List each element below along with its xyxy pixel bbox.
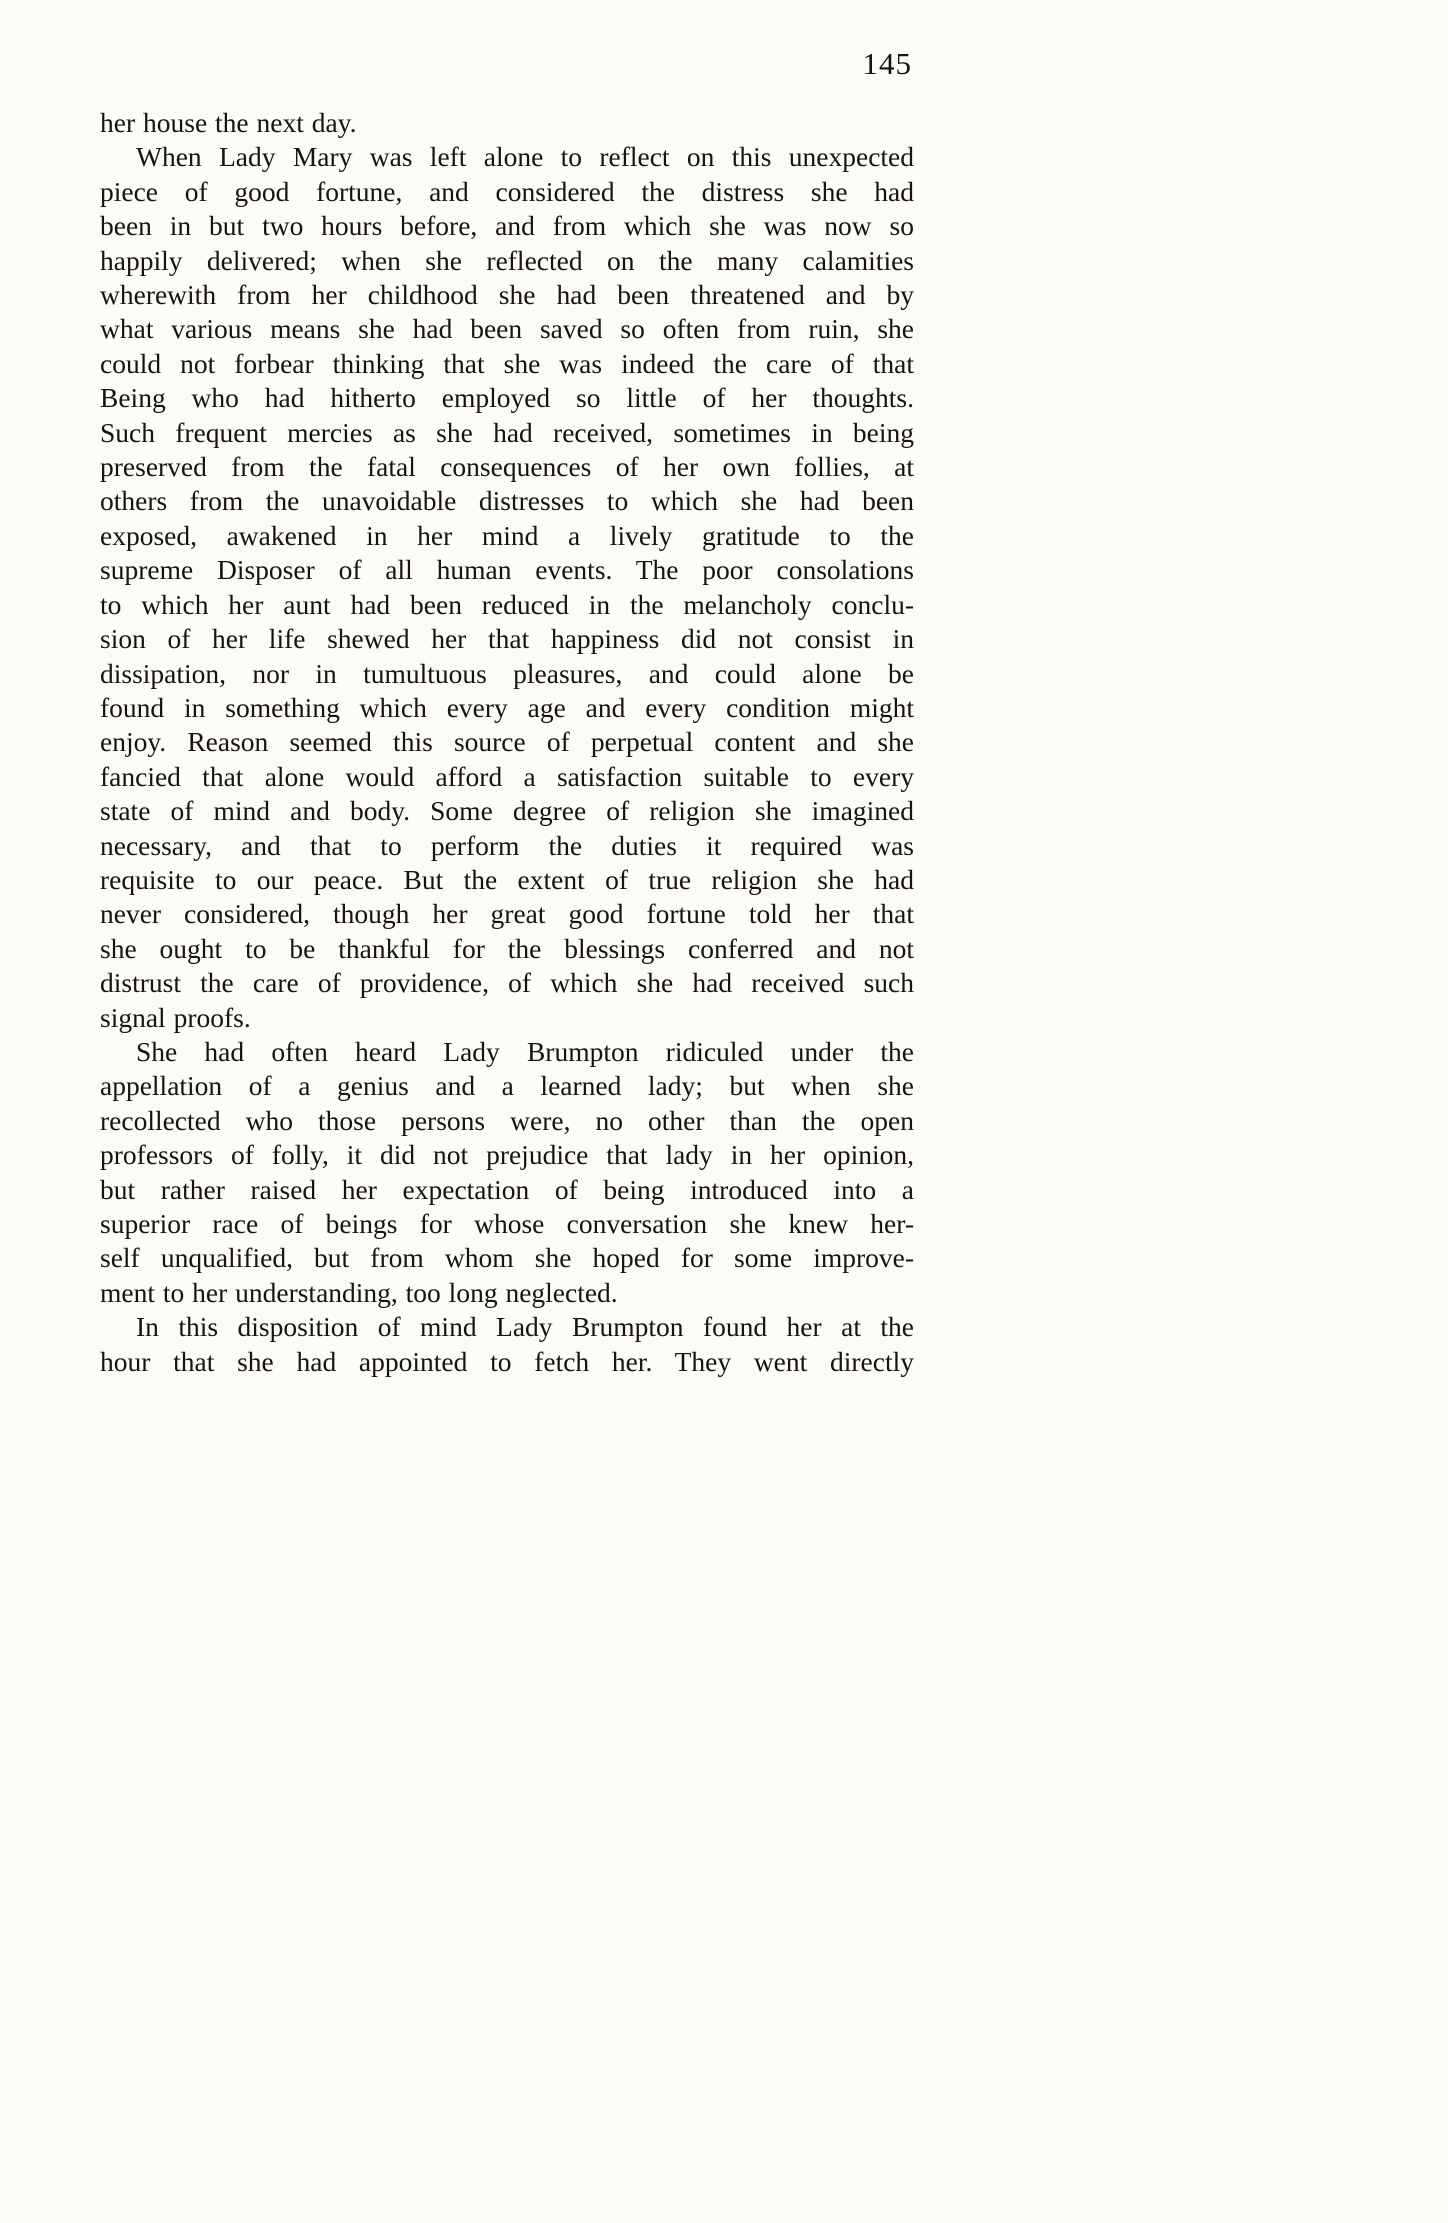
text-line: could not forbear thinking that she was indeed the care of that bbox=[100, 347, 914, 379]
text-line: her house the next day. bbox=[100, 107, 357, 138]
paragraph bbox=[100, 1310, 914, 1379]
text-line: piece of good fortune, and considered the distress she had bbox=[100, 175, 914, 207]
text-line: what various means she had been saved so often from ruin, she bbox=[100, 313, 914, 345]
text-line: appellation of a genius and a learned lady; but when she bbox=[100, 1070, 914, 1102]
text-line: In this disposition of mind Lady Brumpton found her at the bbox=[136, 1311, 914, 1343]
text-line: necessary, and that to perform the duties it required was bbox=[100, 829, 914, 861]
text-line: exposed, awakened in her mind a lively gratitude to the bbox=[100, 519, 914, 551]
text-line: to which her aunt had been reduced in the melancholy conclu- bbox=[100, 588, 914, 620]
paragraph bbox=[100, 140, 914, 1035]
paragraph bbox=[100, 106, 914, 140]
text-line: happily delivered; when she reflected on the many calamities bbox=[100, 244, 914, 276]
text-line: ment to her understanding, too long neglected. bbox=[100, 1276, 618, 1308]
text-block bbox=[100, 106, 914, 1379]
text-line: She had often heard Lady Brumpton ridiculed under the bbox=[136, 1035, 914, 1067]
text-line: enjoy. Reason seemed this source of perpetual content and she bbox=[100, 726, 914, 758]
text-line: Being who had hitherto employed so little of her thoughts. bbox=[100, 382, 914, 414]
text-line: sion of her life shewed her that happiness did not consist in bbox=[100, 623, 914, 655]
text-line: signal proofs. bbox=[100, 1001, 251, 1033]
text-line: When Lady Mary was left alone to reflect on this unexpected bbox=[136, 141, 914, 173]
text-line: state of mind and body. Some degree of religion she imagined bbox=[100, 795, 914, 827]
text-line: Such frequent mercies as she had received, sometimes in being bbox=[100, 416, 914, 448]
text-line: she ought to be thankful for the blessings conferred and not bbox=[100, 932, 914, 964]
text-line: hour that she had appointed to fetch her. They went directly bbox=[100, 1345, 914, 1377]
text-line: fancied that alone would afford a satisfaction suitable to every bbox=[100, 760, 914, 792]
text-line: self unqualified, but from whom she hoped for some improve- bbox=[100, 1242, 914, 1274]
text-line: never considered, though her great good fortune told her that bbox=[100, 898, 914, 930]
text-line: been in but two hours before, and from which she was now so bbox=[100, 210, 914, 242]
text-line: distrust the care of providence, of which she had received such bbox=[100, 967, 914, 999]
text-line: but rather raised her expectation of being introduced into a bbox=[100, 1173, 914, 1205]
text-line: superior race of beings for whose conversation she knew her- bbox=[100, 1208, 914, 1239]
paragraph bbox=[100, 1035, 914, 1310]
page-number: 145 bbox=[862, 46, 912, 81]
text-line: preserved from the fatal consequences of her own follies, at bbox=[100, 451, 914, 483]
text-line: others from the unavoidable distresses to which she had been bbox=[100, 485, 914, 517]
text-line: wherewith from her childhood she had been threatened and by bbox=[100, 279, 914, 311]
text-line: recollected who those persons were, no other than the open bbox=[100, 1104, 914, 1136]
text-line: found in something which every age and every condition might bbox=[100, 691, 914, 723]
text-line: requisite to our peace. But the extent of true religion she had bbox=[100, 863, 914, 895]
text-line: supreme Disposer of all human events. The poor consolations bbox=[100, 554, 914, 586]
text-line: dissipation, nor in tumultuous pleasures, and could alone be bbox=[100, 657, 914, 689]
text-line: professors of folly, it did not prejudice that lady in her opinion, bbox=[100, 1139, 914, 1171]
